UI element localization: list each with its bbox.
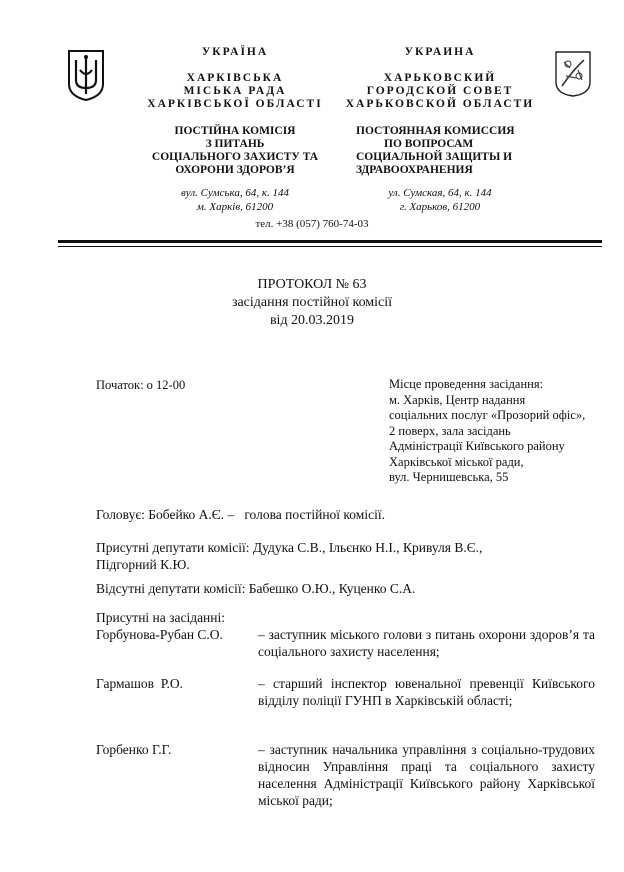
document-title	[0, 276, 624, 330]
right-commission: ПОСТОЯННАЯ КОМИССИЯ ПО ВОПРОСАМ СОЦИАЛЬНОЙ ЗАЩИТЫ И ЗДРАВООХРАНЕНИЯ	[356, 125, 515, 176]
attendee-role: – старший інспектор ювенальної превенції Київського відділу поліції ГУНП в Харківській області;	[258, 676, 595, 708]
left-address: вул. Сумська, 64, к. 144 м. Харків, 61200	[180, 187, 290, 213]
chair-line: Головує: Бобейко А.Є. – голова постійної комісії.	[96, 507, 385, 522]
attendee-name: Гармашов Р.О.	[96, 676, 184, 691]
attendee-name: Горбенко Г.Г.	[96, 742, 172, 757]
ukraine-coat-of-arms-icon	[66, 48, 106, 102]
start-time: Початок: о 12-00	[96, 378, 186, 392]
meeting-title: засідання постійної комісії	[231, 295, 393, 310]
left-commission: ПОСТІЙНА КОМІСІЯ З ПИТАНЬ СОЦІАЛЬНОГО ЗАХИСТУ ТА ОХОРОНИ ЗДОРОВ’Я	[151, 125, 319, 176]
absent-deputies: Відсутні депутати комісії: Бабешко О.Ю., Куценко С.А.	[96, 581, 416, 596]
present-deputies: Присутні депутати комісії: Дудука С.В., Ільєнко Н.І., Кривуля В.Є., Підгорний К.Ю.	[96, 540, 483, 572]
right-address: ул. Сумская, 64, к. 144 г. Харьков, 61200	[388, 187, 492, 213]
left-council: ХАРКІВСЬКА МІСЬКА РАДА ХАРКІВСЬКОЇ ОБЛАСТІ	[147, 72, 323, 110]
protocol-number: ПРОТОКОЛ № 63	[257, 277, 367, 292]
left-country: УКРАЇНА	[201, 46, 269, 58]
phone: тел. +38 (057) 760-74-03	[255, 218, 369, 230]
meeting-date: від 20.03.2019	[269, 313, 355, 328]
header-divider-thin	[58, 246, 602, 247]
right-country: УКРАИНА	[404, 46, 476, 58]
venue-block: Місце проведення засідання: м. Харків, Центр надання соціальних послуг «Прозорий офіс», 2 поверх, зала засідань Адміністрації Київського району Харківської міської ради, вул. Чернишевська, 55	[389, 377, 586, 484]
attendee-role: – заступник міського голови з питань охорони здоров’я та соціального захисту населення;	[258, 627, 595, 659]
attendee-role: – заступник начальника управління з соціально-трудових відносин Управління праці та соціального захисту населення Адміністрації Київського району Харківської міської ради;	[258, 742, 595, 808]
header-divider	[58, 240, 602, 243]
attendee-name: Горбунова-Рубан С.О.	[96, 627, 223, 642]
attendees-label: Присутні на засіданні:	[96, 610, 226, 625]
right-council: ХАРЬКОВСКИЙ ГОРОДСКОЙ СОВЕТ ХАРЬКОВСКОЙ ОБЛАСТИ	[345, 72, 535, 110]
